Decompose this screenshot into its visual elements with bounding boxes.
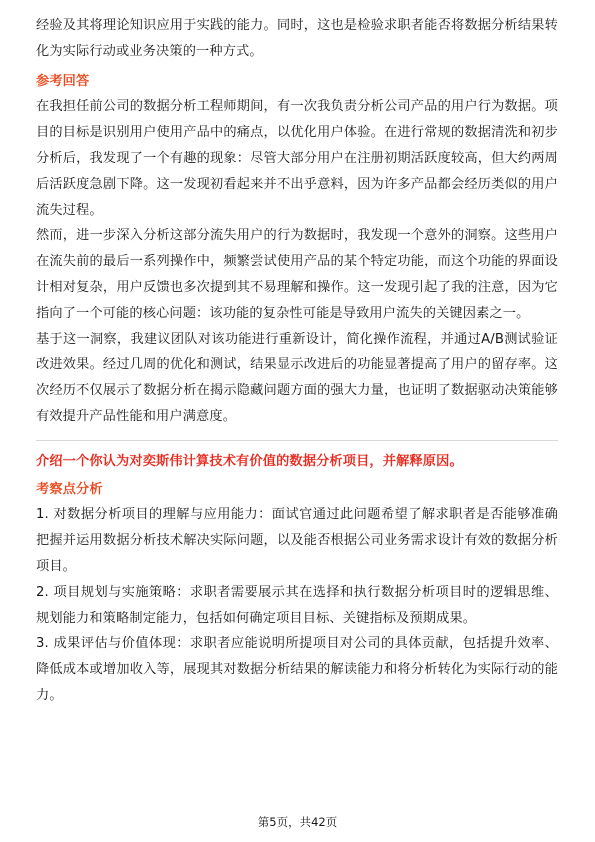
answer-paragraph-2: 然而，进一步深入分析这部分流失用户的行为数据时，我发现一个意外的洞察。这些用户在流失前的最后一系列操作中，频繁尝试使用产品的某个特定功能，而这个功能的界面设计相对复杂，用户反馈也多次提到其不易理解和操作。这一发现引起了我的注意，因为它指向了一个可能的核心问题：该功能的复杂性可能是导致用户流失的关键因素之一。 (36, 228, 558, 321)
answer-paragraph-3: 基于这一洞察，我建议团队对该功能进行重新设计，简化操作流程，并通过A/B测试验证改进效果。经过几周的优化和测试，结果显示改进后的功能显著提高了用户的留存率。这次经历不仅展示了数据分析在揭示隐藏问题方面的强大力量，也证明了数据驱动决策能够有效提升产品性能和用户满意度。 (36, 331, 558, 424)
answer-paragraph-1: 在我担任前公司的数据分析工程师期间，有一次我负责分析公司产品的用户行为数据。项目的目标是识别用户使用产品中的痛点，以优化用户体验。在进行常规的数据清洗和初步分析后，我发现了一个有趣的现象：尽管大部分用户在注册初期活跃度较高，但大约两周后活跃度急剧下降。这一发现初看起来并不出乎意料，因为许多产品都会经历类似的用户流失过程。 (36, 99, 558, 218)
point-item-3: 3. 成果评估与价值体现：求职者应能说明所提项目对公司的具体贡献，包括提升效率、降低成本或增加收入等，展现其对数据分析结果的解读能力和将分析转化为实际行动的能力。 (36, 636, 558, 703)
section-divider (36, 440, 558, 441)
page-content (36, 13, 558, 709)
point-item-2: 2. 项目规划与实施策略：求职者需要展示其在选择和执行数据分析项目时的逻辑思维、规划能力和策略制定能力，包括如何确定项目目标、关键指标及预期成果。 (36, 584, 558, 626)
question-title: 介绍一个你认为对奕斯伟计算技术有价值的数据分析项目，并解释原因。 (36, 453, 463, 469)
page-number-footer: 第5页，共42页 (257, 815, 338, 829)
points-heading: 考察点分析 (36, 481, 103, 497)
answer-heading: 参考回答 (36, 73, 90, 89)
point-item-1: 1. 对数据分析项目的理解与应用能力：面试官通过此问题希望了解求职者是否能够准确把握并运用数据分析技术解决实际问题，以及能否根据公司业务需求设计有效的数据分析项目。 (36, 507, 558, 574)
intro-paragraph: 经验及其将理论知识应用于实践的能力。同时，这也是检验求职者能否将数据分析结果转化为实际行动或业务决策的一种方式。 (36, 18, 558, 59)
